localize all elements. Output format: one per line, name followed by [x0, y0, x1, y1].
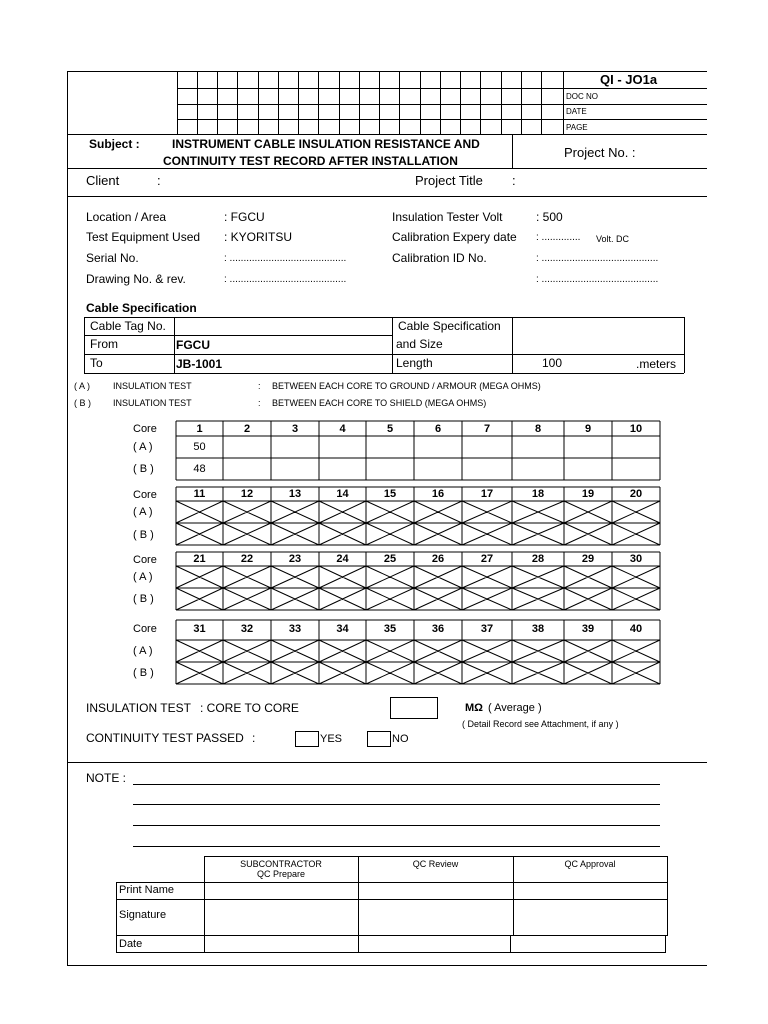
core-number: 17 — [480, 488, 494, 500]
core-number: 39 — [581, 623, 595, 635]
core-number: 7 — [483, 423, 491, 435]
a-label-3: ( A ) — [133, 571, 153, 583]
core-number: 36 — [431, 623, 445, 635]
to-label: To — [90, 356, 103, 370]
core-number: 8 — [534, 423, 542, 435]
b-label-1: ( B ) — [133, 463, 154, 475]
signoff-col1-line1: SUBCONTRACTOR — [240, 859, 322, 869]
core-number: 1 — [196, 423, 203, 435]
test-b-colon: : — [258, 398, 261, 408]
note-line-3[interactable] — [133, 825, 660, 826]
calib-id-label: Calibration ID No. — [392, 251, 487, 265]
core-number: 18 — [531, 488, 545, 500]
length-label: Length — [396, 356, 433, 370]
core-label-1: Core — [133, 423, 157, 435]
drawing-value: : .......................................... — [224, 274, 347, 285]
core-number: 13 — [288, 488, 302, 500]
volt-label: Insulation Tester Volt — [392, 210, 503, 224]
core-number: 14 — [336, 488, 349, 500]
b-label-2: ( B ) — [133, 529, 154, 541]
core-number: 9 — [584, 423, 592, 435]
spec-label-1: Cable Specification — [398, 319, 501, 333]
project-no-label: Project No. : — [564, 145, 636, 160]
continuity-label: CONTINUITY TEST PASSED — [86, 731, 244, 745]
core-number: 25 — [383, 553, 397, 565]
length-unit: .meters — [636, 357, 677, 371]
core-number: 16 — [431, 488, 445, 500]
to-value: JB-1001 — [176, 357, 223, 371]
test-a-name: INSULATION TEST — [113, 381, 192, 391]
core-number: 33 — [288, 623, 302, 635]
core-label-2: Core — [133, 489, 157, 501]
test-a-desc: BETWEEN EACH CORE TO GROUND / ARMOUR (MEGA OHMS) — [272, 381, 541, 391]
client-label: Client — [86, 173, 120, 188]
note-line-2[interactable] — [133, 804, 660, 805]
core-number: 29 — [581, 553, 595, 565]
core-number: 10 — [629, 423, 643, 435]
no-label: NO — [392, 733, 409, 745]
doc-code: QI - JO1a — [600, 72, 658, 87]
signoff-col2: QC Review — [412, 859, 459, 869]
core-number: 6 — [434, 423, 442, 435]
signoff-col3: QC Approval — [564, 859, 616, 869]
core-number: 28 — [531, 553, 545, 565]
core-number: 15 — [383, 488, 397, 500]
test-a-colon: : — [258, 381, 261, 391]
core-number: 12 — [240, 488, 254, 500]
core-number: 35 — [383, 623, 397, 635]
project-title-colon: : — [512, 173, 516, 188]
page-label: PAGE — [566, 123, 588, 132]
b-label-4: ( B ) — [133, 667, 154, 679]
yes-label: YES — [320, 733, 343, 745]
core-number: 21 — [193, 553, 206, 565]
core-number: 38 — [531, 623, 545, 635]
b-label-3: ( B ) — [133, 593, 154, 605]
core-number: 11 — [193, 488, 206, 500]
extra-value: : .......................................... — [536, 274, 659, 285]
test-b-code: ( B ) — [74, 398, 91, 408]
note-top-line — [67, 762, 707, 763]
average-label: ( Average ) — [488, 702, 542, 714]
date-row-label: Date — [119, 938, 143, 950]
core-number: 23 — [288, 553, 302, 565]
test-b-name: INSULATION TEST — [113, 398, 192, 408]
location-label: Location / Area — [86, 210, 167, 224]
spec-label-2: and Size — [396, 337, 443, 351]
cable-spec-title: Cable Specification — [86, 301, 197, 315]
core-number: 31 — [193, 623, 206, 635]
a-label-2: ( A ) — [133, 506, 153, 518]
calib-date-value: : .............. — [536, 232, 581, 243]
core-number: 26 — [431, 553, 445, 565]
core-to-core-desc: : CORE TO CORE — [200, 701, 299, 715]
calib-id-value: : .......................................... — [536, 253, 659, 264]
a-label-4: ( A ) — [133, 645, 153, 657]
print-name-label: Print Name — [119, 884, 175, 896]
core-number: 4 — [339, 423, 346, 435]
note-line-4[interactable] — [133, 846, 660, 847]
equipment-label: Test Equipment Used — [86, 230, 201, 244]
core-number: 19 — [581, 488, 595, 500]
test-a-code: ( A ) — [74, 381, 91, 391]
calib-date-label: Calibration Expery date — [392, 230, 517, 244]
core-to-core-input[interactable] — [390, 697, 438, 719]
core-number: 24 — [336, 553, 349, 565]
signature-label: Signature — [119, 909, 167, 921]
date-label: DATE — [566, 107, 587, 116]
volt-value: : 500 — [536, 210, 563, 224]
core-label-4: Core — [133, 623, 157, 635]
core-number: 34 — [336, 623, 349, 635]
no-checkbox[interactable] — [367, 731, 391, 747]
from-value: FGCU — [176, 338, 210, 352]
core-number: 20 — [629, 488, 643, 500]
core-number: 5 — [386, 423, 394, 435]
yes-checkbox[interactable] — [295, 731, 319, 747]
subject-line-1: INSTRUMENT CABLE INSULATION RESISTANCE AND — [172, 137, 480, 151]
core-number: 3 — [291, 423, 299, 435]
attachment-note: ( Detail Record see Attachment, if any ) — [462, 719, 619, 729]
megaohm-unit: MΩ — [465, 702, 483, 714]
from-label: From — [90, 337, 118, 351]
serial-label: Serial No. — [86, 251, 139, 265]
cable-tag-label: Cable Tag No. — [90, 319, 166, 333]
doc-no-label: DOC NO — [566, 92, 598, 101]
signoff-col1-line2: QC Prepare — [256, 869, 306, 879]
core-number: 27 — [480, 553, 494, 565]
core-number: 40 — [629, 623, 643, 635]
subject-label: Subject : — [89, 137, 140, 151]
core-1-b-value: 48 — [193, 463, 206, 475]
length-value: 100 — [542, 356, 563, 370]
core-to-core-label: INSULATION TEST — [86, 701, 191, 715]
location-value: : FGCU — [224, 210, 265, 224]
client-colon: : — [157, 173, 161, 188]
note-label: NOTE : — [86, 771, 127, 785]
subject-line-2: CONTINUITY TEST RECORD AFTER INSTALLATION — [163, 154, 458, 168]
volt-unit: Volt. DC — [596, 234, 630, 244]
core-number: 22 — [240, 553, 254, 565]
equipment-value: : KYORITSU — [224, 230, 293, 244]
test-b-desc: BETWEEN EACH CORE TO SHIELD (MEGA OHMS) — [272, 398, 487, 408]
drawing-label: Drawing No. & rev. — [86, 272, 186, 286]
a-label-1: ( A ) — [133, 441, 153, 453]
note-line-1[interactable] — [133, 784, 660, 785]
core-label-3: Core — [133, 554, 157, 566]
core-number: 2 — [243, 423, 251, 435]
core-number: 37 — [480, 623, 494, 635]
serial-value: : .......................................... — [224, 253, 347, 264]
project-title-label: Project Title — [415, 173, 483, 188]
core-number: 30 — [629, 553, 643, 565]
core-number: 32 — [240, 623, 254, 635]
core-1-a-value: 50 — [193, 441, 206, 453]
continuity-colon: : — [252, 731, 256, 745]
